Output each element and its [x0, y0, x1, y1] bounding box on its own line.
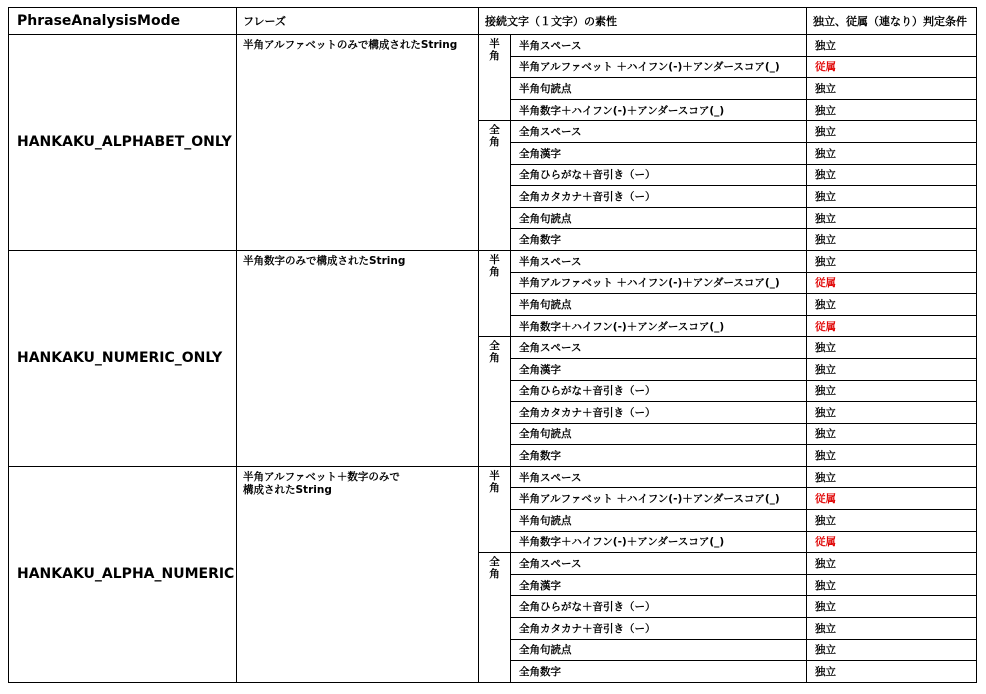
condition-value: 独立 — [807, 99, 977, 121]
char-type: 全角漢字 — [511, 574, 807, 596]
char-type: 半角句読点 — [511, 294, 807, 316]
header-row — [9, 8, 977, 35]
condition-value: 独立 — [807, 337, 977, 359]
width-label-zenkaku: 全 角 — [479, 553, 511, 683]
char-type: 全角カタカナ＋音引き（ー） — [511, 186, 807, 208]
mode-name: HANKAKU_ALPHABET_ONLY — [9, 35, 237, 251]
char-type: 全角スペース — [511, 553, 807, 575]
condition-value: 独立 — [807, 618, 977, 640]
char-type: 半角スペース — [511, 250, 807, 272]
table-row — [9, 35, 977, 57]
phrase-description — [237, 35, 479, 251]
condition-value: 独立 — [807, 78, 977, 100]
char-type: 全角漢字 — [511, 142, 807, 164]
char-type: 全角漢字 — [511, 358, 807, 380]
char-type: 半角数字＋ハイフン(-)＋アンダースコア(_) — [511, 531, 807, 553]
condition-value: 従属 — [807, 488, 977, 510]
condition-value: 独立 — [807, 574, 977, 596]
char-type: 全角数字 — [511, 445, 807, 467]
char-type: 全角スペース — [511, 121, 807, 143]
char-type: 全角数字 — [511, 229, 807, 251]
phrase-description — [237, 250, 479, 466]
char-type: 半角句読点 — [511, 78, 807, 100]
width-label-hankaku: 半 角 — [479, 466, 511, 552]
char-type: 全角カタカナ＋音引き（ー） — [511, 618, 807, 640]
char-type: 半角数字＋ハイフン(-)＋アンダースコア(_) — [511, 99, 807, 121]
char-type: 全角ひらがな＋音引き（ー） — [511, 164, 807, 186]
char-type: 半角スペース — [511, 466, 807, 488]
condition-value: 独立 — [807, 466, 977, 488]
char-type: 全角カタカナ＋音引き（ー） — [511, 402, 807, 424]
condition-value: 独立 — [807, 142, 977, 164]
condition-value: 独立 — [807, 510, 977, 532]
condition-value: 独立 — [807, 250, 977, 272]
phrase-line: 半角数字のみで構成されたString — [243, 254, 406, 267]
condition-value: 独立 — [807, 553, 977, 575]
condition-value: 独立 — [807, 207, 977, 229]
char-type: 半角句読点 — [511, 510, 807, 532]
char-type: 全角句読点 — [511, 639, 807, 661]
header-condition: 独立、従属（連なり）判定条件 — [807, 8, 977, 35]
char-type: 半角数字＋ハイフン(-)＋アンダースコア(_) — [511, 315, 807, 337]
header-phrase: フレーズ — [237, 8, 479, 35]
char-type: 全角句読点 — [511, 423, 807, 445]
condition-value: 独立 — [807, 358, 977, 380]
header-chars: 接続文字（１文字）の素性 — [479, 8, 807, 35]
char-type: 全角句読点 — [511, 207, 807, 229]
table-row — [9, 466, 977, 488]
phrase-description — [237, 466, 479, 682]
header-mode: PhraseAnalysisMode — [9, 8, 237, 35]
mode-name: HANKAKU_ALPHA_NUMERIC — [9, 466, 237, 682]
table-body — [9, 35, 977, 683]
condition-value: 独立 — [807, 121, 977, 143]
condition-value: 従属 — [807, 56, 977, 78]
condition-value: 従属 — [807, 272, 977, 294]
condition-value: 独立 — [807, 294, 977, 316]
condition-value: 従属 — [807, 315, 977, 337]
phrase-line: 構成されたString — [243, 483, 332, 496]
condition-value: 従属 — [807, 531, 977, 553]
condition-value: 独立 — [807, 186, 977, 208]
condition-value: 独立 — [807, 639, 977, 661]
width-label-zenkaku: 全 角 — [479, 121, 511, 251]
char-type: 全角ひらがな＋音引き（ー） — [511, 380, 807, 402]
width-label-zenkaku: 全 角 — [479, 337, 511, 467]
char-type: 半角アルファベット ＋ハイフン(-)＋アンダースコア(_) — [511, 56, 807, 78]
table-row — [9, 250, 977, 272]
phrase-analysis-table — [8, 7, 977, 683]
phrase-line: 半角アルファベット＋数字のみで — [243, 470, 400, 483]
condition-value: 独立 — [807, 402, 977, 424]
condition-value: 独立 — [807, 229, 977, 251]
condition-value: 独立 — [807, 380, 977, 402]
condition-value: 独立 — [807, 596, 977, 618]
phrase-line: 半角アルファベットのみで構成されたString — [243, 39, 458, 51]
char-type: 全角スペース — [511, 337, 807, 359]
condition-value: 独立 — [807, 164, 977, 186]
width-label-hankaku: 半 角 — [479, 35, 511, 121]
condition-value: 独立 — [807, 423, 977, 445]
char-type: 全角ひらがな＋音引き（ー） — [511, 596, 807, 618]
condition-value: 独立 — [807, 445, 977, 467]
char-type: 半角アルファベット ＋ハイフン(-)＋アンダースコア(_) — [511, 488, 807, 510]
char-type: 半角スペース — [511, 35, 807, 57]
char-type: 全角数字 — [511, 661, 807, 683]
width-label-hankaku: 半 角 — [479, 250, 511, 336]
char-type: 半角アルファベット ＋ハイフン(-)＋アンダースコア(_) — [511, 272, 807, 294]
condition-value: 独立 — [807, 35, 977, 57]
mode-name: HANKAKU_NUMERIC_ONLY — [9, 250, 237, 466]
condition-value: 独立 — [807, 661, 977, 683]
